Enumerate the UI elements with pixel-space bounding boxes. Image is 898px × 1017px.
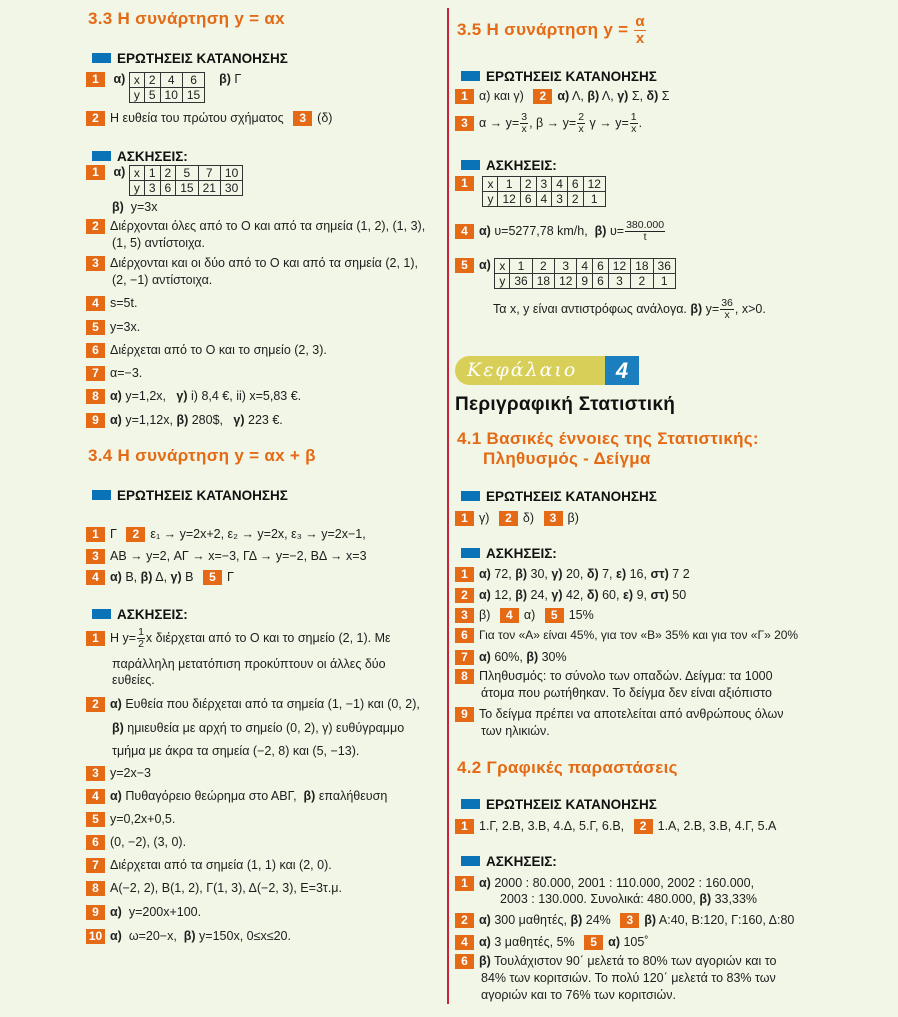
table-cell: 1	[498, 177, 520, 192]
table-cell: 6	[182, 73, 204, 88]
s34-e7: 7 Διέρχεται από τα σημεία (1, 1) και (2, 0).	[86, 858, 332, 873]
table-cell: 2	[631, 274, 653, 289]
s35-e1: 1 x 1 2 3 4 6 12 y 12 6 4 3 2 1	[455, 176, 606, 207]
table-cell: 2	[144, 73, 160, 88]
table-row	[483, 177, 605, 192]
s35-e1-table	[482, 176, 605, 207]
table-row	[129, 73, 204, 88]
item-number: 1	[86, 72, 105, 87]
table-cell: 3	[536, 177, 552, 192]
section-3-5-title: 3.5 Η συνάρτηση y = $\frac{\alpha}{x}$	[457, 13, 645, 47]
table-cell: 12	[608, 259, 630, 274]
table-cell: 6	[567, 177, 583, 192]
s34-e2-line2: β) ημιευθεία με αρχή το σημείο (0, 2), γ) ευθύγραμμο	[112, 721, 405, 735]
s33-e9: 9 α) y=1,12x, β) 280$, γ) 223 €.	[86, 413, 283, 428]
fraction: $\frac{380.000}{t}$	[626, 219, 665, 243]
table-cell: 6	[593, 274, 609, 289]
table-row	[483, 192, 605, 207]
s33-e3-line2: (2, −1) αντίστοιχα.	[112, 273, 213, 287]
table-cell: 6	[520, 192, 536, 207]
s34-e5: 5 y=0,2x+0,5.	[86, 812, 175, 827]
s35-q3: 3 α → y= $\frac{3}{x}$ , β → y= $\frac{2}{x}$ γ → y= $\frac{1}{x}$ .	[455, 112, 642, 135]
table-cell: 18	[532, 274, 554, 289]
table-row	[129, 166, 242, 181]
s34-e4: 4 α) Πυθαγόρειο θεώρημα στο ΑΒΓ, β) επαλήθευση	[86, 789, 387, 804]
s33-q1: 1 α) x 2 4 6 y 5 10 15 β) Γ	[86, 72, 241, 103]
s41-e8: 8 Πληθυσμός: το σύνολο των οπαδών. Δείγμα: τα 1000	[455, 669, 773, 684]
fraction: $\frac{2}{x}$	[578, 111, 585, 135]
s41-e9-line2: των ηλικιών.	[481, 724, 550, 738]
chapter-number: 4	[605, 356, 639, 385]
table-cell: 12	[555, 274, 577, 289]
s33-exercises-heading: ΑΣΚΗΣΕΙΣ:	[92, 149, 188, 164]
table-cell: 15	[176, 181, 198, 196]
table-cell: 15	[182, 88, 204, 103]
chapter-banner	[455, 356, 637, 385]
s34-e2: 2 α) Ευθεία που διέρχεται από τα σημεία (1, −1) και (0, 2),	[86, 697, 420, 712]
section-4-2-title: 4.2 Γραφικές παραστάσεις	[457, 758, 678, 777]
fraction: $\frac{3}{x}$	[521, 111, 528, 135]
s35-e4: 4 α) υ=5277,78 km/h, β) υ= $\frac{380.000}{t}$	[455, 220, 666, 243]
s34-e9: 9 α) y=200x+100.	[86, 905, 201, 920]
table-cell: 1	[583, 192, 605, 207]
s34-q1: 1 Γ 2 ε₁ → y=2x+2, ε₂ → y=2x, ε₃ → y=2x−1,	[86, 527, 366, 542]
s34-exercises-heading: ΑΣΚΗΣΕΙΣ:	[92, 607, 188, 622]
column-divider	[447, 8, 449, 1004]
s41-e1: 1 α) 72, β) 30, γ) 20, δ) 7, ε) 16, στ) 7 2	[455, 567, 690, 582]
s35-e5: 5 α) x 1 2 3 4 6 12 18 36 y 36 18 12 9 6 3 2 1	[455, 258, 676, 289]
table-cell: 30	[220, 181, 242, 196]
table-cell: y	[483, 192, 498, 207]
table-cell: 10	[160, 88, 182, 103]
fraction: $\frac{\alpha}{x}$	[635, 13, 645, 47]
s34-e8: 8 Α(−2, 2), Β(1, 2), Γ(1, 3), Δ(−2, 3), Ε=3τ.μ.	[86, 881, 342, 896]
s34-questions-heading: ΕΡΩΤΗΣΕΙΣ ΚΑΤΑΝΟΗΣΗΣ	[92, 488, 288, 503]
s34-q4: 4 α) Β, β) Δ, γ) Β 5 Γ	[86, 570, 234, 585]
s33-q2: 2 Η ευθεία του πρώτου σχήματος 3 (δ)	[86, 111, 332, 126]
table-row	[495, 259, 676, 274]
table-row	[129, 181, 242, 196]
s42-e2: 2 α) 300 μαθητές, β) 24% 3 β) Α:40, Β:120, Γ:160, Δ:80	[455, 913, 794, 928]
chapter-word: Κεφάλαιο	[455, 356, 605, 385]
table-cell: y	[129, 181, 144, 196]
fraction: $\frac{1}{2}$	[138, 626, 144, 650]
s33-e3: 3 Διέρχονται και οι δύο από το Ο και από τα σημεία (2, 1),	[86, 256, 418, 271]
s35-exercises-heading: ΑΣΚΗΣΕΙΣ:	[461, 158, 557, 173]
table-cell: 5	[144, 88, 160, 103]
s41-e6: 6 Για τον «Α» είναι 45%, για τον «Β» 35% και για τον «Γ» 20%	[455, 628, 798, 643]
s33-e5: 5 y=3x.	[86, 320, 140, 335]
s33-e8: 8 α) y=1,2x, γ) i) 8,4 €, ii) x=5,83 €.	[86, 389, 301, 404]
s35-questions-heading: ΕΡΩΤΗΣΕΙΣ ΚΑΤΑΝΟΗΣΗΣ	[461, 69, 657, 84]
table-cell: 21	[198, 181, 220, 196]
s35-q1: 1 α) και γ) 2 α) Λ, β) Λ, γ) Σ, δ) Σ	[455, 89, 669, 104]
table-cell: 2	[567, 192, 583, 207]
table-cell: 3	[555, 259, 577, 274]
s33-e2: 2 Διέρχονται όλες από το Ο και από τα σημεία (1, 2), (1, 3),	[86, 219, 425, 234]
s41-e9: 9 Το δείγμα πρέπει να αποτελείται από ανθρώπους όλων	[455, 707, 784, 722]
s34-e10: 10 α) ω=20−x, β) y=150x, 0≤x≤20.	[86, 929, 291, 944]
table-cell: x	[495, 259, 510, 274]
s34-e1-line3: ευθείες.	[112, 673, 155, 687]
s33-e6: 6 Διέρχεται από το Ο και το σημείο (2, 3).	[86, 343, 327, 358]
s41-exercises-heading: ΑΣΚΗΣΕΙΣ:	[461, 546, 557, 561]
table-cell: 6	[160, 181, 176, 196]
table-cell: 5	[176, 166, 198, 181]
table-cell: 2	[160, 166, 176, 181]
s33-q1-table	[129, 72, 205, 103]
s33-e1-table	[129, 165, 243, 196]
s42-e6: 6 β) Τουλάχιστον 90΄ μελετά το 80% των αγοριών και το	[455, 954, 776, 969]
table-row	[129, 88, 204, 103]
table-cell: 1	[653, 274, 675, 289]
s35-e5-table	[494, 258, 676, 289]
s41-e3: 3 β) 4 α) 5 15%	[455, 608, 594, 623]
s42-questions-heading: ΕΡΩΤΗΣΕΙΣ ΚΑΤΑΝΟΗΣΗΣ	[461, 797, 657, 812]
s33-e1: 1 α) x 1 2 5 7 10 y 3 6 15 21 30	[86, 165, 243, 196]
table-cell: 12	[498, 192, 520, 207]
chapter-title: Περιγραφική Στατιστική	[455, 394, 676, 415]
s33-e7: 7 α=−3.	[86, 366, 142, 381]
table-cell: y	[129, 88, 144, 103]
table-cell: 36	[653, 259, 675, 274]
table-cell: 4	[160, 73, 182, 88]
table-cell: 3	[144, 181, 160, 196]
s35-e5-b: Τα x, y είναι αντιστρόφως ανάλογα. β) y= $\frac{36}{x}$ , x>0.	[493, 297, 766, 321]
table-cell: 9	[577, 274, 593, 289]
section-4-1-title: 4.1 Βασικές έννοιες της Στατιστικής:	[457, 429, 759, 448]
s34-e2-line3: τμήμα με άκρα τα σημεία (−2, 8) και (5, −13).	[112, 744, 360, 758]
s42-e1: 1 α) 2000 : 80.000, 2001 : 110.000, 2002 : 160.000,	[455, 876, 754, 891]
s34-e1: 1 Η y= $\frac{1}{2}$ x διέρχεται από το Ο και το σημείο (2, 1). Με	[86, 627, 391, 650]
s42-e1-line2: 2003 : 130.000. Συνολικά: 480.000, β) 33,33%	[500, 892, 758, 906]
section-3-3-title: 3.3 Η συνάρτηση y = αx	[88, 9, 285, 28]
table-cell: 18	[631, 259, 653, 274]
table-cell: 36	[510, 274, 532, 289]
fraction: $\frac{1}{x}$	[630, 111, 637, 135]
s34-e3: 3 y=2x−3	[86, 766, 151, 781]
s42-exercises-heading: ΑΣΚΗΣΕΙΣ:	[461, 854, 557, 869]
table-cell: 2	[532, 259, 554, 274]
table-cell: 3	[608, 274, 630, 289]
s42-e6-line2: 84% των κοριτσιών. Το πολύ 120΄ μελετά το 83% των	[481, 971, 776, 985]
s34-e1-line2: παράλληλη μετατόπιση προκύπτουν οι άλλες δύο	[112, 657, 386, 671]
s41-questions-heading: ΕΡΩΤΗΣΕΙΣ ΚΑΤΑΝΟΗΣΗΣ	[461, 489, 657, 504]
s42-e6-line3: αγοριών και το 76% των κοριτσιών.	[481, 988, 676, 1002]
table-cell: 10	[220, 166, 242, 181]
section-3-4-title: 3.4 Η συνάρτηση y = αx + β	[88, 446, 316, 465]
table-cell: 4	[536, 192, 552, 207]
table-cell: x	[129, 166, 144, 181]
table-cell: x	[483, 177, 498, 192]
s33-e1-b: β) y=3x	[112, 200, 158, 214]
table-cell: 1	[510, 259, 532, 274]
table-cell: 7	[198, 166, 220, 181]
table-cell: 3	[552, 192, 568, 207]
table-row	[495, 274, 676, 289]
s41-e7: 7 α) 60%, β) 30%	[455, 650, 567, 665]
s42-e4: 4 α) 3 μαθητές, 5% 5 α) 105˚	[455, 935, 649, 950]
table-cell: 2	[520, 177, 536, 192]
s33-e2-line2: (1, 5) αντίστοιχα.	[112, 236, 205, 250]
table-cell: x	[129, 73, 144, 88]
table-cell: 1	[144, 166, 160, 181]
s42-q1: 1 1.Γ, 2.Β, 3.Β, 4.Δ, 5.Γ, 6.Β, 2 1.Α, 2.Β, 3.Β, 4.Γ, 5.Α	[455, 819, 776, 834]
table-cell: 12	[583, 177, 605, 192]
table-cell: 6	[593, 259, 609, 274]
s33-questions-heading: ΕΡΩΤΗΣΕΙΣ ΚΑΤΑΝΟΗΣΗΣ	[92, 51, 288, 66]
s33-e4: 4 s=5t.	[86, 296, 137, 311]
s41-e2: 2 α) 12, β) 24, γ) 42, δ) 60, ε) 9, στ) 50	[455, 588, 686, 603]
table-cell: 4	[552, 177, 568, 192]
table-cell: 4	[577, 259, 593, 274]
fraction: $\frac{36}{x}$	[721, 297, 733, 321]
table-cell: y	[495, 274, 510, 289]
s41-e8-line2: άτομα που ρωτήθηκαν. Το δείγμα δεν είναι αξιόπιστο	[481, 686, 773, 700]
s34-q3: 3 ΑΒ → y=2, ΑΓ → x=−3, ΓΔ → y=−2, ΒΔ → x=3	[86, 549, 367, 564]
s34-e6: 6 (0, −2), (3, 0).	[86, 835, 186, 850]
section-4-1-subtitle: Πληθυσμός - Δείγμα	[483, 449, 651, 468]
s41-q1: 1 γ) 2 δ) 3 β)	[455, 511, 579, 526]
